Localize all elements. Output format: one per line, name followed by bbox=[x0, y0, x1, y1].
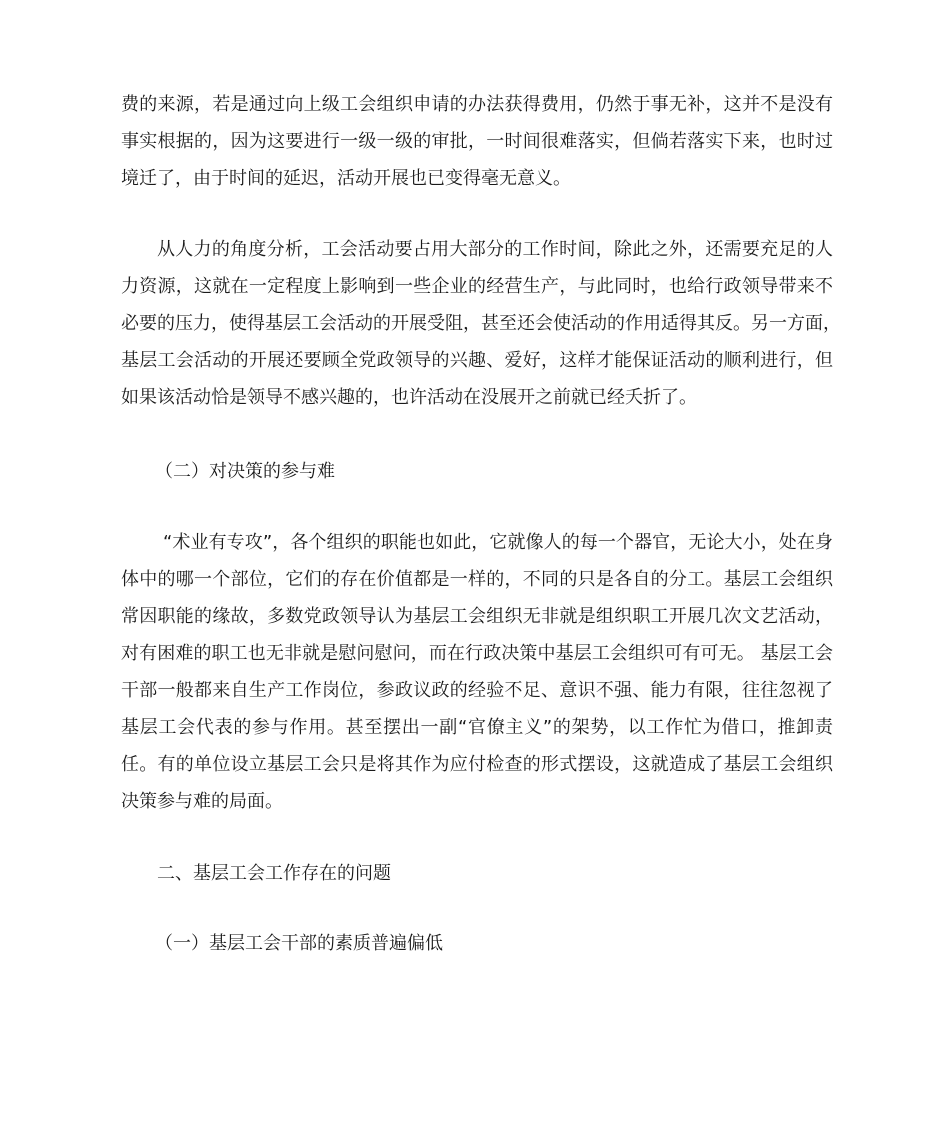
chapter-heading bbox=[157, 855, 869, 892]
paragraph-line: 费的来源，若是通过向上级工会组织申请的办法获得费用，仍然于事无补，这并不是没有 bbox=[121, 94, 833, 115]
paragraph-line: 对有困难的职工也无非就是慰问慰问，而在行政决策中基层工会组织可有可无。 基层工会 bbox=[121, 643, 833, 664]
paragraph-line: 力资源，这就在一定程度上影响到一些企业的经营生产，与此同时，也给行政领导带来不 bbox=[121, 276, 833, 297]
paragraph-line: “术业有专攻”，各个组织的职能也如此，它就像人的每一个器官，无论大小，处在身 bbox=[163, 532, 833, 553]
paragraph-2 bbox=[121, 231, 841, 416]
paragraph-line: 事实根据的，因为这要进行一级一级的审批，一时间很难落实，但倘若落实下来，也时过 bbox=[121, 131, 833, 152]
section-heading bbox=[155, 925, 867, 962]
heading-text: （一）基层工会干部的素质普遍偏低 bbox=[155, 933, 443, 954]
paragraph-line: 常因职能的缘故，多数党政领导认为基层工会组织无非就是组织职工开展几次文艺活动， bbox=[121, 606, 833, 627]
heading-text: 二、基层工会工作存在的问题 bbox=[157, 863, 391, 884]
heading-text: （二）对决策的参与难 bbox=[155, 461, 335, 482]
paragraph-line: 体中的哪一个部位，它们的存在价值都是一样的，不同的只是各自的分工。基层工会组织 bbox=[121, 569, 833, 590]
paragraph-1 bbox=[121, 86, 833, 197]
paragraph-line: 基层工会代表的参与作用。甚至摆出一副“官僚主义”的架势，以工作忙为借口，推卸责 bbox=[121, 717, 833, 738]
paragraph-line: 从人力的角度分析，工会活动要占用大部分的工作时间，除此之外，还需要充足的人 bbox=[157, 239, 833, 260]
paragraph-line: 如果该活动恰是领导不感兴趣的，也许活动在没展开之前就已经夭折了。 bbox=[121, 387, 697, 408]
paragraph-line: 基层工会活动的开展还要顾全党政领导的兴趣、爱好，这样才能保证活动的顺利进行，但 bbox=[121, 350, 833, 371]
paragraph-line: 必要的压力，使得基层工会活动的开展受阻，甚至还会使活动的作用适得其反。另一方面， bbox=[121, 313, 841, 334]
paragraph-line: 任。有的单位设立基层工会只是将其作为应付检查的形式摆设，这就造成了基层工会组织 bbox=[121, 754, 833, 775]
paragraph-line: 干部一般都来自生产工作岗位，参政议政的经验不足、意识不强、能力有限，往往忽视了 bbox=[121, 680, 833, 701]
paragraph-line: 境迁了，由于时间的延迟，活动开展也已变得毫无意义。 bbox=[121, 168, 571, 189]
section-heading bbox=[155, 453, 867, 490]
paragraph-3 bbox=[121, 524, 833, 820]
paragraph-line: 决策参与难的局面。 bbox=[121, 791, 283, 812]
